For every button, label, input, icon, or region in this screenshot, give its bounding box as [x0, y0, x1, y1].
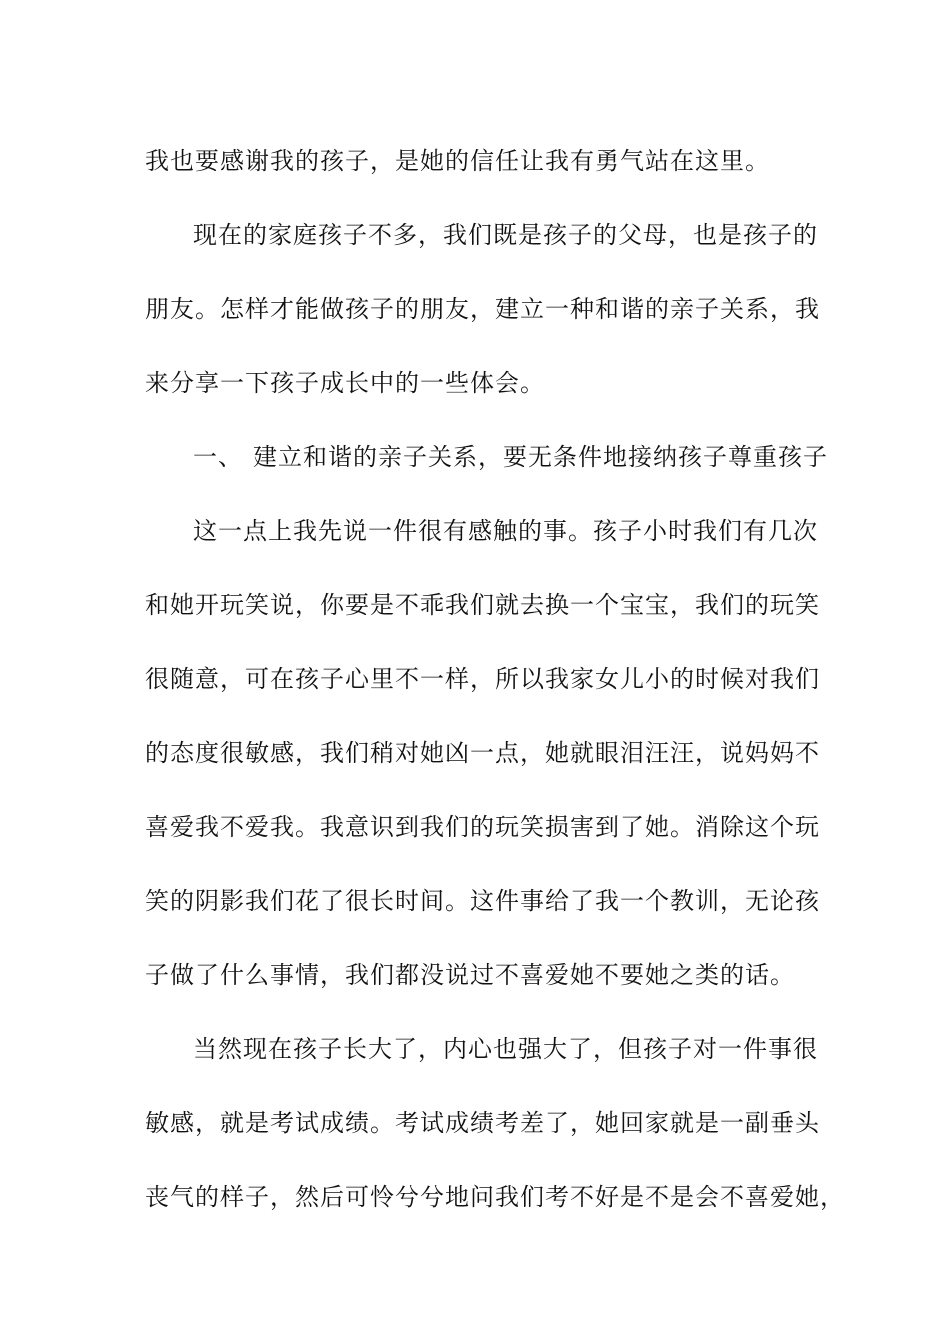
text-line-14: 敏感，就是考试成绩。考试成绩考差了，她回家就是一副垂头 — [145, 1109, 820, 1137]
text-line-6: 这一点上我先说一件很有感触的事。孩子小时我们有几次 — [193, 517, 818, 545]
text-line-4: 来分享一下孩子成长中的一些体会。 — [145, 369, 545, 397]
text-line-10: 喜爱我不爱我。我意识到我们的玩笑损害到了她。消除这个玩 — [145, 813, 820, 841]
text-line-9: 的态度很敏感，我们稍对她凶一点，她就眼泪汪汪，说妈妈不 — [145, 739, 820, 767]
section-heading-1 — [145, 420, 828, 494]
text-line-1: 我也要感谢我的孩子，是她的信任让我有勇气站在这里。 — [145, 147, 770, 175]
text-line-8: 很随意，可在孩子心里不一样，所以我家女儿小的时候对我们 — [145, 665, 820, 693]
text-line-2: 现在的家庭孩子不多，我们既是孩子的父母，也是孩子的 — [193, 221, 818, 249]
text-line-12: 子做了什么事情，我们都没说过不喜爱她不要她之类的话。 — [145, 961, 795, 989]
section-heading-text: 建立和谐的亲子关系，要无条件地接纳孩子尊重孩子 — [253, 443, 828, 471]
text-line-7: 和她开玩笑说，你要是不乖我们就去换一个宝宝，我们的玩笑 — [145, 591, 820, 619]
text-line-3: 朋友。怎样才能做孩子的朋友，建立一种和谐的亲子关系，我 — [145, 295, 820, 323]
text-line-11: 笑的阴影我们花了很长时间。这件事给了我一个教训，无论孩 — [145, 887, 820, 915]
document-body — [145, 124, 845, 1234]
text-line-13: 当然现在孩子长大了，内心也强大了，但孩子对一件事很 — [193, 1035, 818, 1063]
section-heading-number: 一、 — [193, 443, 243, 471]
text-line-15: 丧气的样子，然后可怜兮兮地问我们考不好是不是会不喜爱她， — [145, 1183, 845, 1211]
